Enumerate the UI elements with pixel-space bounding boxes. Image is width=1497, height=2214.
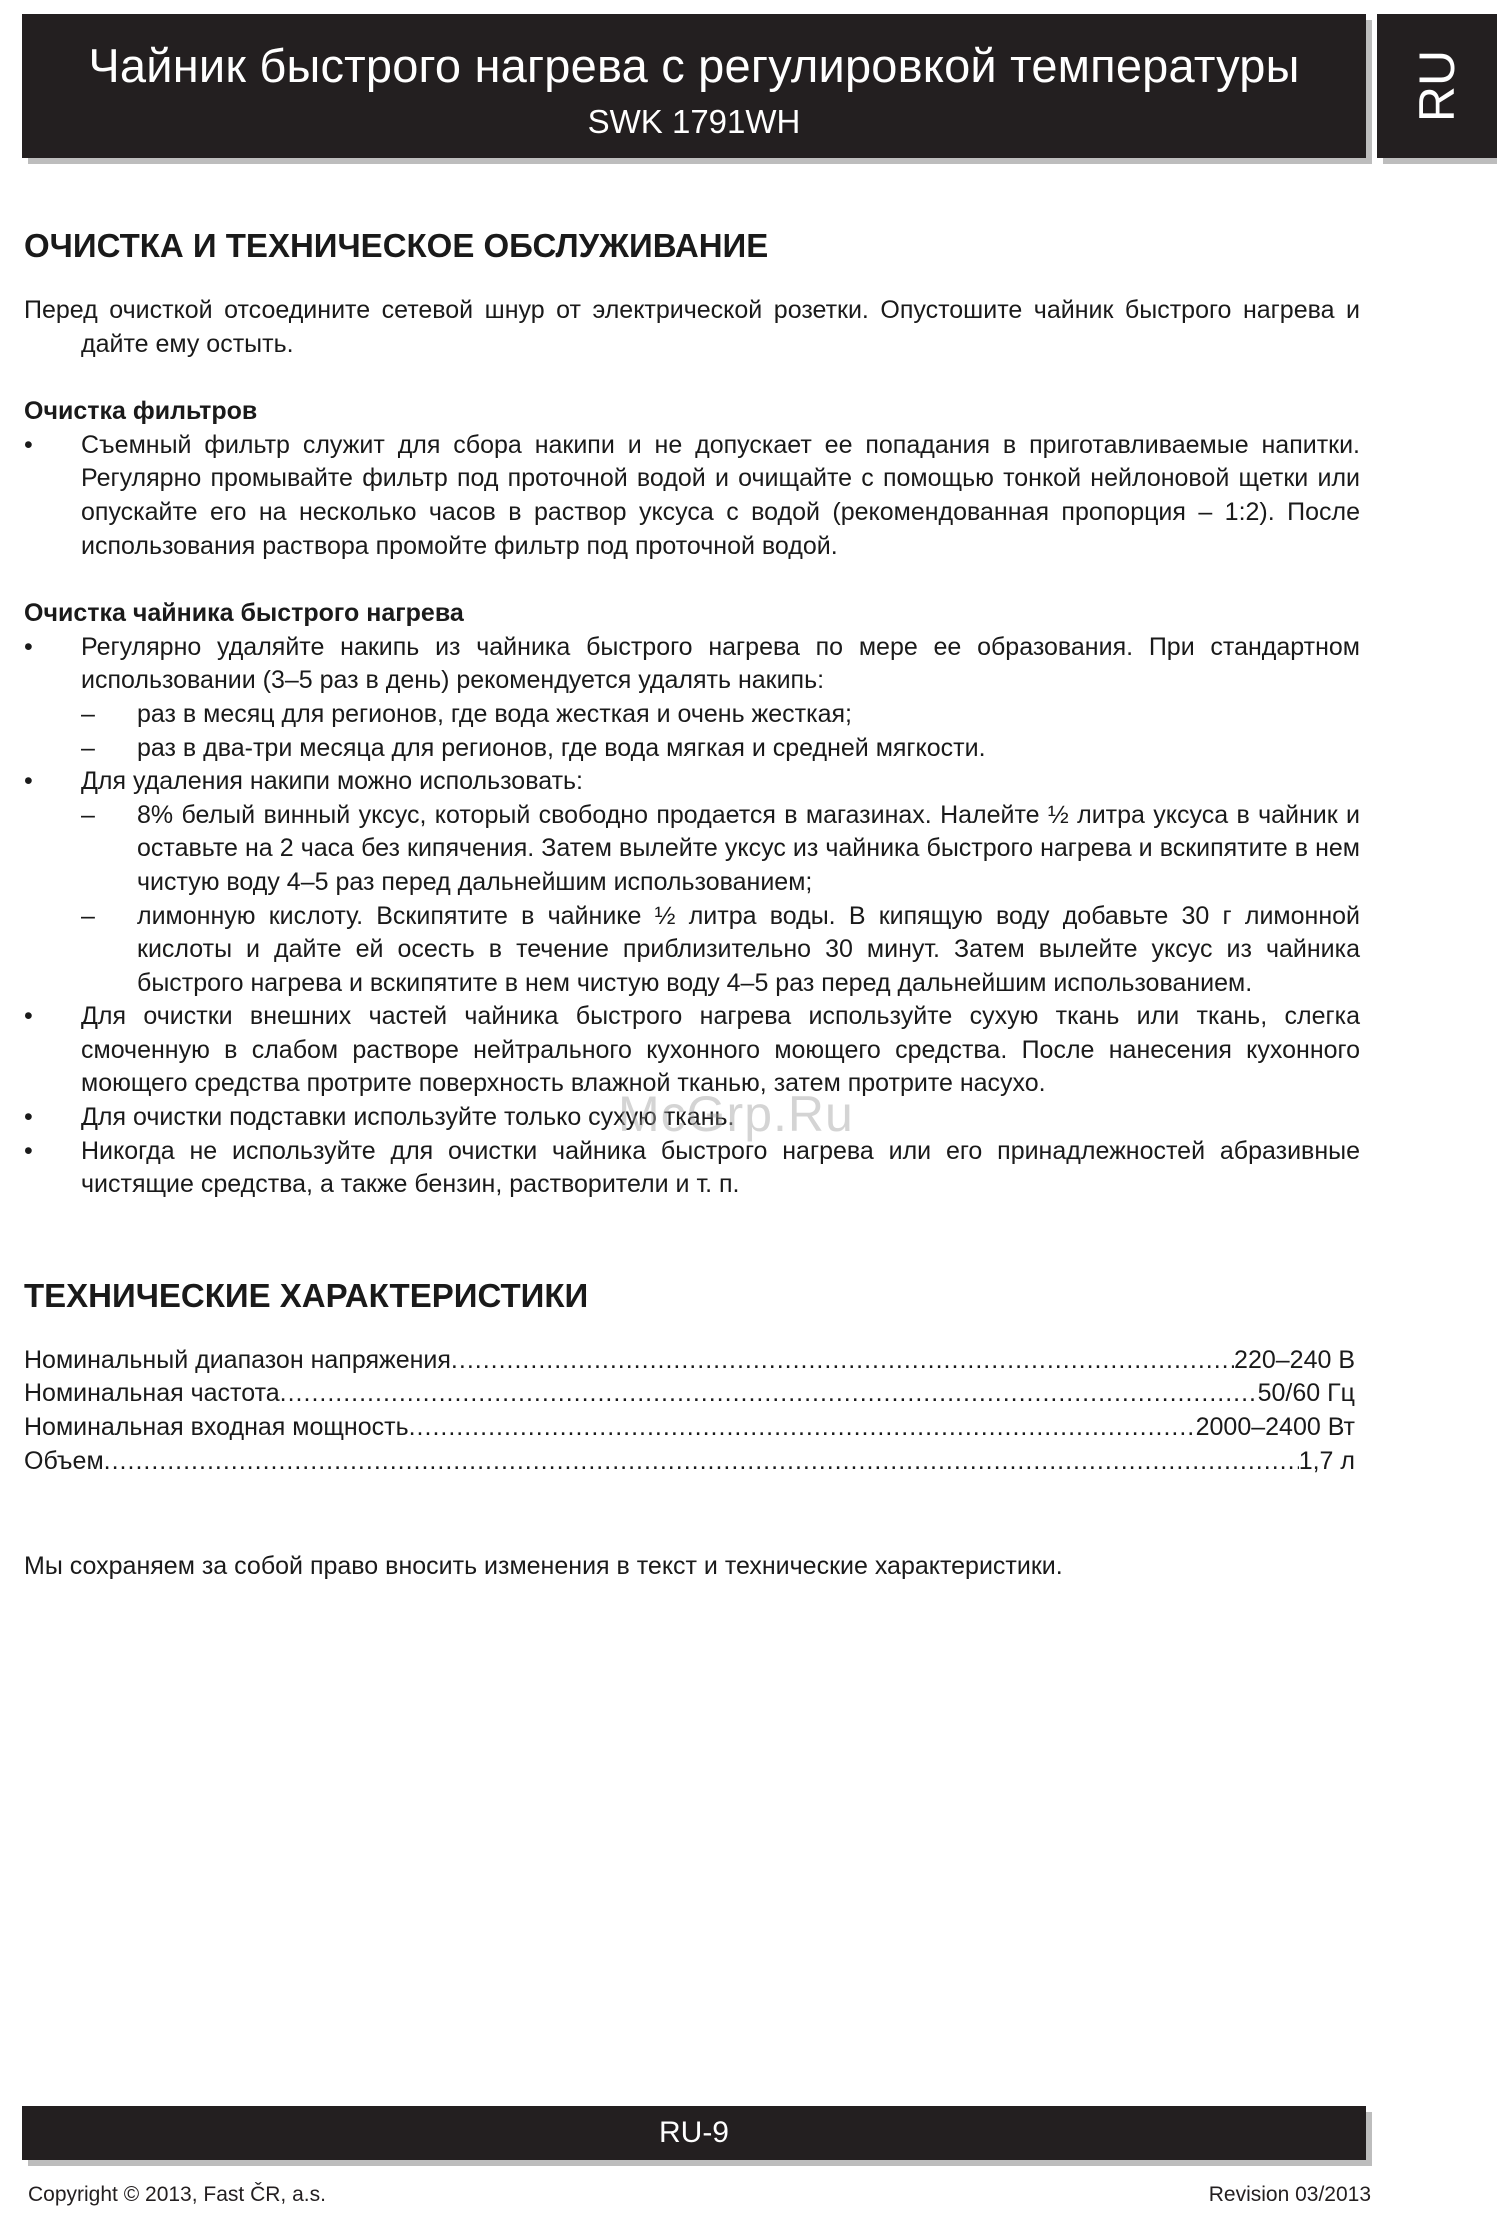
spec-label: Номинальная частота: [24, 1379, 280, 1408]
dot-leader: [280, 1377, 1258, 1411]
kettle-item-text: Для очистки подставки используйте только сухую ткань.: [81, 1103, 735, 1132]
sub-list-item: [24, 799, 1360, 900]
spec-row: [24, 1445, 1355, 1479]
dot-leader: [104, 1445, 1299, 1479]
kettle-item-text: Регулярно удаляйте накипь из чайника быстрого нагрева по мере ее образования. При стандартном использовании (3–5 раз в день) рекомендуется удалять накипь:: [81, 632, 1360, 695]
document-title: Чайник быстрого нагрева с регулировкой температуры: [88, 39, 1300, 92]
sub-list-item: [24, 698, 1360, 732]
dot-leader: [451, 1344, 1234, 1378]
dash-marker: –: [81, 901, 95, 930]
watermark: McGrp.Ru: [618, 1086, 854, 1142]
spec-value: 1,7 л: [1298, 1446, 1355, 1475]
bullet-marker: •: [24, 1002, 33, 1031]
kettle-item-text: Для удаления накипи можно использовать:: [81, 767, 583, 796]
main-content: [24, 226, 1360, 1584]
model-number: SWK 1791WH: [587, 103, 801, 140]
bullet-marker: •: [24, 767, 33, 796]
document-header: [22, 14, 1366, 158]
dash-marker: –: [81, 733, 95, 762]
filters-item-text: Съемный фильтр служит для сбора накипи и не допускает ее попадания в приготавливаемые напитки. Регулярно промывайте фильтр под проточной водой и очищайте с помощью тонкой нейлоновой щетки или опускайте его на несколько часов в раствор уксуса с водой (рекомендованная пропорция – 1:2). После использования раствора промойте фильтр под проточной водой.: [81, 430, 1360, 560]
spec-label: Объем: [24, 1446, 104, 1475]
spec-value: 220–240 В: [1234, 1345, 1355, 1374]
dash-marker: –: [81, 699, 95, 728]
sub-list-item: [24, 732, 1360, 766]
language-tab: [1377, 14, 1497, 158]
specs-heading: ТЕХНИЧЕСКИЕ ХАРАКТЕРИСТИКИ: [24, 1276, 589, 1314]
sub-item-text: лимонную кислоту. Вскипятите в чайнике ½ литра воды. В кипящую воду добавьте 30 г лимонной кислоты и дайте ей осесть в течение приблизительно 30 минут. Затем вылейте уксус из чайника быстрого нагрева и вскипятите в нем чистую воду 4–5 раз перед дальнейшим использованием.: [137, 901, 1360, 997]
spec-label: Номинальный диапазон напряжения: [24, 1345, 451, 1374]
disclaimer-note: Мы сохраняем за собой право вносить изменения в текст и технические характеристики.: [24, 1552, 1063, 1581]
copyright: Copyright © 2013, Fast ČR, a.s.: [28, 2183, 326, 2206]
spec-table: [24, 1344, 1360, 1478]
list-item: [24, 1135, 1360, 1202]
kettle-item-text: Для очистки внешних частей чайника быстрого нагрева используйте сухую ткань или ткань, слегка смоченную в слабом растворе нейтрального кухонного моющего средства. После нанесения кухонного моющего средства протрите поверхность влажной тканью, затем протрите насухо.: [81, 1002, 1360, 1098]
spec-row: [24, 1377, 1355, 1411]
kettle-item-text: Никогда не используйте для очистки чайника быстрого нагрева или его принадлежностей абразивные чистящие средства, а также бензин, растворители и т. п.: [81, 1136, 1360, 1199]
spec-row: [24, 1411, 1355, 1445]
filters-heading: Очистка фильтров: [24, 397, 258, 426]
sub-list-item: [24, 900, 1360, 1001]
dot-leader: [409, 1411, 1196, 1445]
bullet-marker: •: [24, 1136, 33, 1165]
kettle-heading: Очистка чайника быстрого нагрева: [24, 599, 464, 628]
list-item: [24, 631, 1360, 698]
page-number-bar: [22, 2106, 1366, 2160]
language-code: RU: [1409, 49, 1465, 123]
spec-value: 50/60 Гц: [1257, 1379, 1355, 1408]
spec-value: 2000–2400 Вт: [1195, 1413, 1355, 1442]
list-item: [24, 765, 1360, 799]
cleaning-intro: Перед очисткой отсоедините сетевой шнур от электрической розетки. Опустошите чайник быстрого нагрева и дайте ему остыть.: [24, 296, 1360, 358]
bullet-marker: •: [24, 1103, 33, 1132]
cleaning-heading: ОЧИСТКА И ТЕХНИЧЕСКОЕ ОБСЛУЖИВАНИЕ: [24, 227, 769, 264]
sub-item-text: раз в два-три месяца для регионов, где вода мягкая и средней мягкости.: [137, 733, 986, 762]
list-item: [24, 429, 1360, 563]
sub-item-text: раз в месяц для регионов, где вода жесткая и очень жесткая;: [137, 699, 852, 728]
spec-label: Номинальная входная мощность: [24, 1413, 409, 1442]
revision: Revision 03/2013: [1208, 2183, 1371, 2206]
bullet-marker: •: [24, 430, 33, 459]
sub-item-text: 8% белый винный уксус, который свободно продается в магазинах. Налейте ½ литра уксуса в чайник и оставьте на 2 часа без кипячения. Затем вылейте уксус из чайника быстрого нагрева и вскипятите в нем чистую воду 4–5 раз перед дальнейшим использованием;: [137, 800, 1360, 896]
spec-row: [24, 1344, 1355, 1378]
dash-marker: –: [81, 800, 95, 829]
page-number: RU-9: [658, 2116, 729, 2149]
bullet-marker: •: [24, 632, 33, 661]
